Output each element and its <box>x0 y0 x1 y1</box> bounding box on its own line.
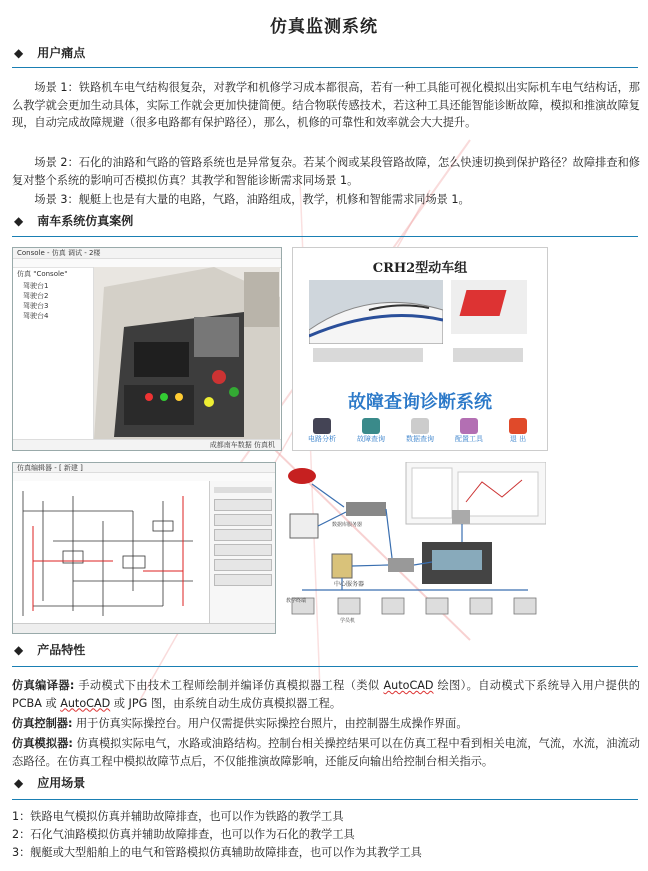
config-tool-button[interactable]: 配置工具 <box>446 418 492 444</box>
scenario-2: 场景 2：石化的油路和气路的管路系统也是异常复杂。若某个阀或某段管路故障，怎么快速切换到保护路径？故障排查和修复对整个系统的影响可否模拟仿真？其教学和智能诊断需求同场景 1。 <box>12 156 640 187</box>
list-item: 3：舰艇或大型船舶上的电气和管路模拟仿真辅助故障排查，也可以作为其教学工具 <box>12 846 422 859</box>
diamond-bullet-icon: ◆ <box>14 776 24 790</box>
network-diagram <box>282 462 546 632</box>
page-title: 仿真监测系统 <box>270 17 378 37</box>
section-divider <box>12 67 638 68</box>
crh-title: CRH2型动车组 <box>372 261 468 276</box>
circuit-diagram <box>13 481 209 623</box>
svg-text:中心服务器: 中心服务器 <box>334 581 365 588</box>
feature-controller: 仿真控制器: 用于仿真实际操控台。用户仅需提供实际操控台照片，由控制器生成操作界面。 <box>12 717 468 730</box>
section-divider <box>12 666 638 667</box>
section-divider <box>12 236 638 237</box>
section-divider <box>12 799 638 800</box>
exit-button[interactable]: 退 出 <box>495 418 541 444</box>
data-query-button[interactable]: 数据查询 <box>397 418 443 444</box>
diamond-bullet-icon: ◆ <box>14 46 24 60</box>
cab-3d-view <box>94 267 280 439</box>
scenario-3: 场景 3：舰艇上也是有大量的电路，气路，油路组成，教学，机修和智能需求同场景 1。 <box>34 193 470 206</box>
section-heading-pain-points: ◆ 用户痛点 <box>14 46 86 60</box>
svg-text:教学终端: 教学终端 <box>286 598 307 604</box>
list-item: 2：石化气油路模拟仿真并辅助故障排查，也可以作为石化的教学工具 <box>12 828 355 841</box>
fault-query-button[interactable]: 故障查询 <box>348 418 394 444</box>
project-tree: 仿真 "Console" 驾驶台1 驾驶台2 驾驶台3 驾驶台4 <box>13 267 94 439</box>
section-heading-applications: ◆ 应用场景 <box>14 776 86 790</box>
diamond-bullet-icon: ◆ <box>14 214 24 228</box>
circuit-editor-screenshot: 仿真编辑器 - [ 新建 ] <box>12 462 276 634</box>
applications-list <box>12 808 640 862</box>
list-item: 1：铁路电气模拟仿真并辅助故障排查，也可以作为铁路的教学工具 <box>12 810 344 823</box>
properties-panel <box>209 481 276 623</box>
circuit-analysis-button[interactable]: 电路分析 <box>299 418 345 444</box>
diagnosis-toolbar <box>299 418 541 444</box>
diamond-bullet-icon: ◆ <box>14 643 24 657</box>
section-heading-features: ◆ 产品特性 <box>14 643 86 657</box>
diagnosis-system-screenshot <box>292 247 548 451</box>
feature-simulator: 仿真模拟器: 仿真模拟实际电气，水路或油路结构。控制台相关操控结果可以在仿真工程中看到相关电流，气流，水流，油流动态路径。在仿真工程中模拟故障节点后，不仅能推演故障影响，还能反向输出给控制台相关指示。 <box>12 737 640 768</box>
simulator-window-screenshot: Console - 仿真 调试 - 2楼 仿真 "Console" 驾驶台1 驾驶台2 驾驶台3 驾驶台4 成都南车数据 仿真机 <box>12 247 282 451</box>
svg-text:数据库服务器: 数据库服务器 <box>332 522 363 528</box>
feature-compiler: 仿真编译器: 手动模式下由技术工程师绘制并编译仿真模拟器工程（类似 AutoCAD 绘图）。自动模式下系统导入用户提供的 PCBA 或 AutoCAD 或 JPG 图，由系统自动生成仿真模拟器工程。 <box>12 679 640 710</box>
train-photo <box>309 280 443 344</box>
logo-image <box>451 280 527 334</box>
svg-text:学员机: 学员机 <box>340 618 356 624</box>
diagnosis-title: 故障查询诊断系统 <box>348 392 492 413</box>
scenario-1: 场景 1：铁路机车电气结构很复杂，对教学和机修学习成本都很高，若有一种工具能可视化模拟出实际机车电气结构话，那么教学就会更加生动具体，实际工作就会更加快捷简便。结合物联传感技术，若这种工具还能智能诊断故障，模拟和推演故障复现，自动完成故障规避（很多电路都有保护路径），那么，机修的可靠性和效率就会大大提升。 <box>12 81 640 129</box>
section-heading-case: ◆ 南车系统仿真案例 <box>14 214 134 228</box>
